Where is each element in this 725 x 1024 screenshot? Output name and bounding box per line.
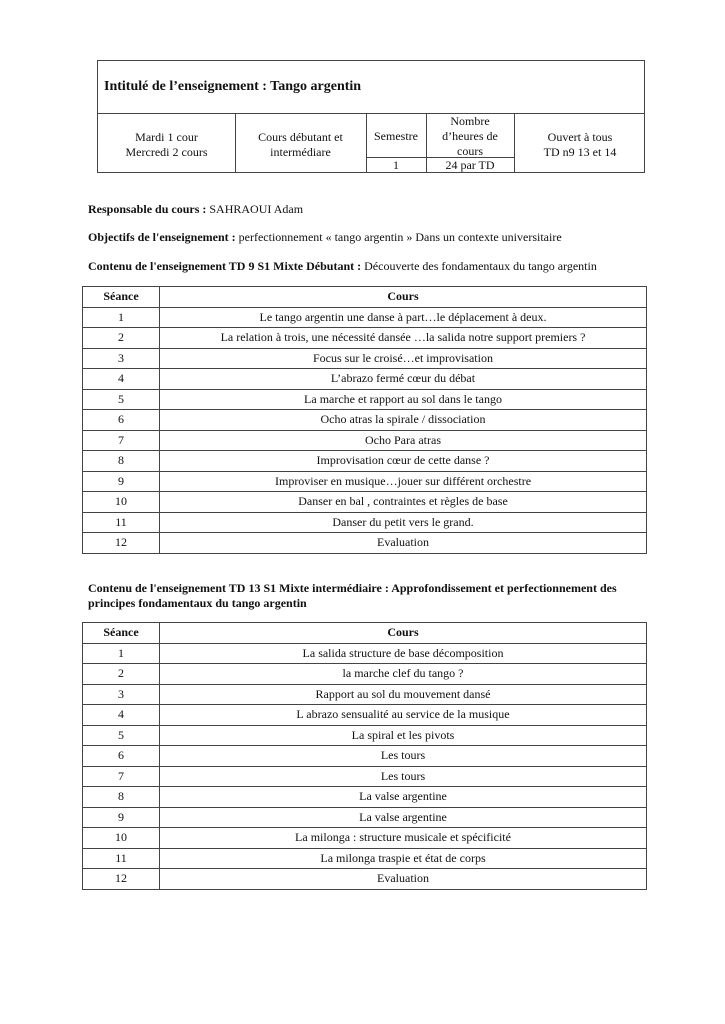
table-row [83,492,647,513]
table-header-row [83,623,647,644]
table-row [83,869,647,890]
seance-number: 9 [83,471,160,492]
responsable-label: Responsable du cours : [88,202,207,216]
cours-topic: La milonga traspie et état de corps [160,848,647,869]
seance-number: 4 [83,369,160,390]
seance-number: 7 [83,430,160,451]
responsable-line [88,202,303,217]
table-row [83,512,647,533]
seance-number: 10 [83,492,160,513]
cours-topic: Improvisation cœur de cette danse ? [160,451,647,472]
hours-label-line: cours [457,144,483,158]
table-row [83,430,647,451]
sessions-table-debutant [82,286,647,554]
seance-number: 2 [83,664,160,685]
contenu2-block [88,581,617,611]
seance-number: 11 [83,848,160,869]
seance-number: 5 [83,389,160,410]
schedule-cell [98,130,235,160]
course-title: Intitulé de l’enseignement : Tango argentin [104,79,362,94]
seance-number: 4 [83,705,160,726]
contenu1-value: Découverte des fondamentaux du tango argentin [364,259,597,273]
table-row [83,389,647,410]
table-row [83,684,647,705]
seance-number: 12 [83,869,160,890]
hours-label-line: Nombre [450,114,490,128]
level-cell [235,130,366,160]
table-header-row [83,287,647,308]
schedule-line: Mercredi 2 cours [125,145,208,159]
seance-number: 1 [83,643,160,664]
cours-topic: Evaluation [160,533,647,554]
cours-topic: La salida structure de base décomposition [160,643,647,664]
seance-number: 2 [83,328,160,349]
sessions-table-intermediaire [82,622,647,890]
table-row [83,787,647,808]
table-row [83,766,647,787]
seance-number: 6 [83,410,160,431]
table-row [83,328,647,349]
contenu1-line [88,259,597,274]
objectifs-value: perfectionnement « tango argentin » Dans un contexte universitaire [238,230,562,244]
cours-topic: Danser en bal , contraintes et règles de base [160,492,647,513]
cours-topic: Focus sur le croisé…et improvisation [160,348,647,369]
cours-topic: Les tours [160,746,647,767]
hours-value: 24 par TD [445,158,495,172]
table-row [83,664,647,685]
seance-number: 3 [83,684,160,705]
seance-number: 8 [83,451,160,472]
table-row [83,348,647,369]
table-row [83,807,647,828]
schedule-line: Mardi 1 cour [135,130,198,144]
cours-topic: L’abrazo fermé cœur du débat [160,369,647,390]
contenu1-label: Contenu de l'enseignement TD 9 S1 Mixte Débutant : [88,259,362,273]
table-row [83,705,647,726]
cours-topic: La relation à trois, une nécessité dansée …la salida notre support premiers ? [160,328,647,349]
seance-header: Séance [83,287,160,308]
table-row [83,471,647,492]
cours-topic: Rapport au sol du mouvement dansé [160,684,647,705]
audience-line: TD n9 13 et 14 [543,145,617,159]
seance-number: 11 [83,512,160,533]
contenu2-line: Contenu de l'enseignement TD 13 S1 Mixte intermédiaire : Approfondissement et perfectionnement des [88,581,617,595]
seance-number: 6 [83,746,160,767]
cours-topic: Evaluation [160,869,647,890]
table-row [83,643,647,664]
table-row [83,307,647,328]
seance-number: 5 [83,725,160,746]
seance-header: Séance [83,623,160,644]
cours-header: Cours [160,287,647,308]
cours-topic: La spiral et les pivots [160,725,647,746]
objectifs-line [88,230,562,245]
cours-topic: la marche clef du tango ? [160,664,647,685]
hours-label-cell [426,114,514,159]
table-row [83,848,647,869]
cours-header: Cours [160,623,647,644]
course-header-box [97,60,645,173]
table-row [83,533,647,554]
seance-number: 9 [83,807,160,828]
seance-number: 1 [83,307,160,328]
cours-topic: Ocho Para atras [160,430,647,451]
seance-number: 8 [83,787,160,808]
objectifs-label: Objectifs de l'enseignement : [88,230,236,244]
hours-label-line: d’heures de [442,129,498,143]
audience-cell [514,130,646,160]
seance-number: 12 [83,533,160,554]
table-row [83,369,647,390]
header-divider [98,113,644,114]
table-row [83,828,647,849]
audience-line: Ouvert à tous [547,130,613,144]
cours-topic: Danser du petit vers le grand. [160,512,647,533]
level-line: intermédiare [270,145,331,159]
cours-topic: L abrazo sensualité au service de la musique [160,705,647,726]
cours-topic: La valse argentine [160,807,647,828]
semestre-value: 1 [393,158,399,172]
semestre-label: Semestre [374,129,418,143]
cours-topic: La valse argentine [160,787,647,808]
seance-number: 3 [83,348,160,369]
level-line: Cours débutant et [258,130,343,144]
cours-topic: La milonga : structure musicale et spécificité [160,828,647,849]
cours-topic: Improviser en musique…jouer sur différent orchestre [160,471,647,492]
table-row [83,725,647,746]
cours-topic: Ocho atras la spirale / dissociation [160,410,647,431]
table-row [83,746,647,767]
seance-number: 7 [83,766,160,787]
cours-topic: Le tango argentin une danse à part…le déplacement à deux. [160,307,647,328]
table-row [83,410,647,431]
responsable-value: SAHRAOUI Adam [209,202,304,216]
contenu2-line: principes fondamentaux du tango argentin [88,596,307,610]
cours-topic: Les tours [160,766,647,787]
table-row [83,451,647,472]
cours-topic: La marche et rapport au sol dans le tango [160,389,647,410]
seance-number: 10 [83,828,160,849]
